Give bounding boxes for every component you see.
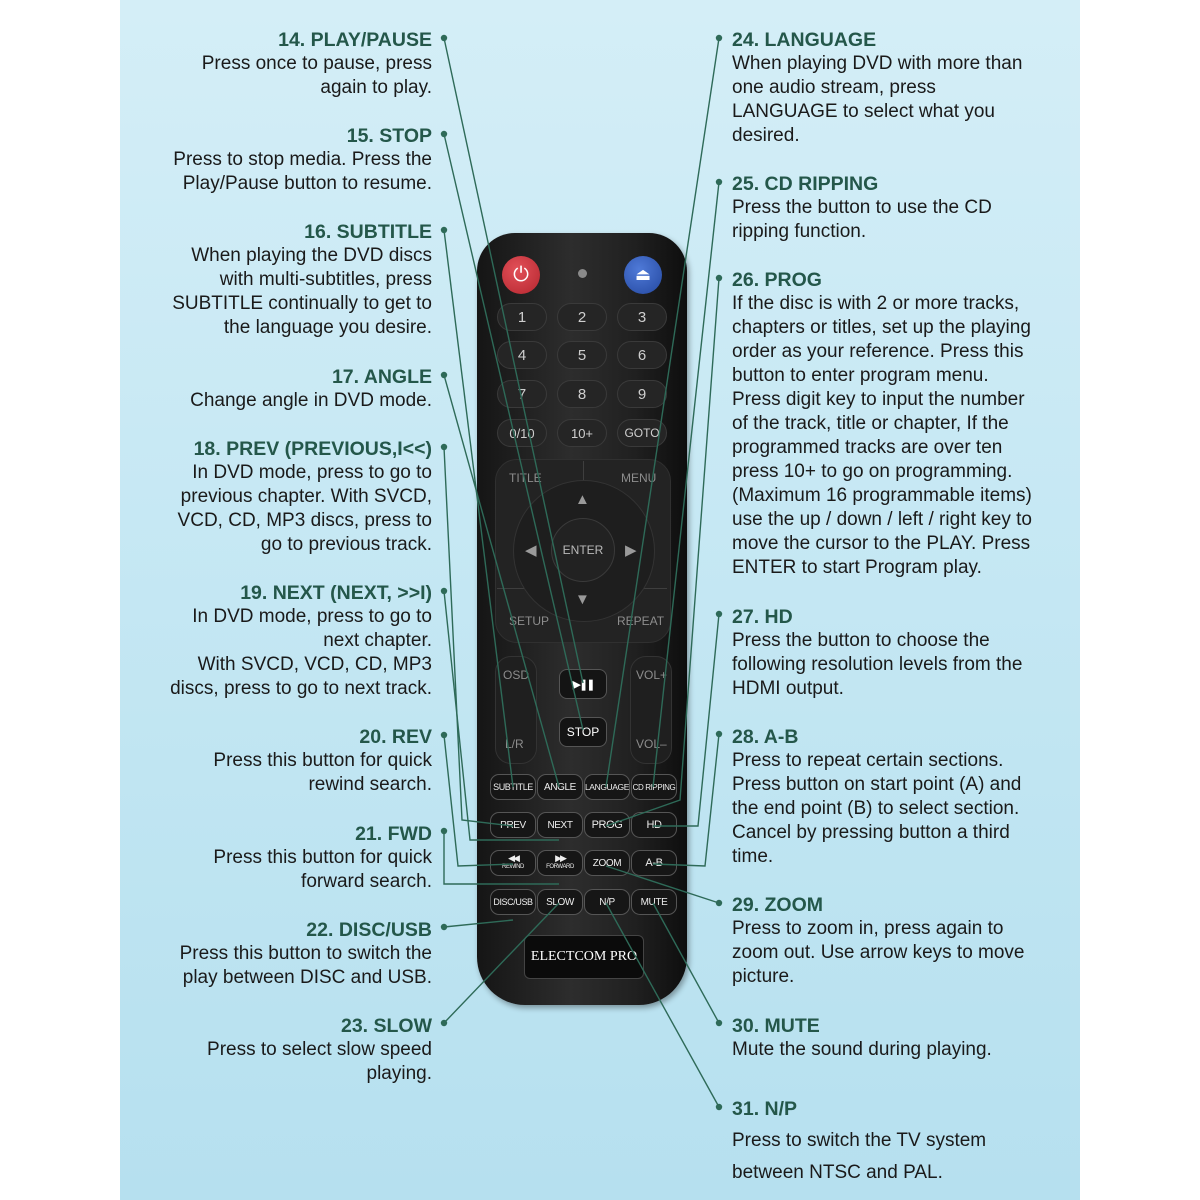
annotation-line: Play/Pause button to resume. [182, 173, 432, 194]
mute-button[interactable]: MUTE [631, 889, 677, 915]
annotation-title: 15. STOP [346, 125, 432, 147]
lr-button[interactable]: L/R [505, 737, 524, 751]
leader-rev [444, 735, 513, 866]
leader-language [606, 38, 719, 787]
annotation-title: 23. SLOW [340, 1015, 432, 1037]
leader-play-pause [444, 38, 583, 683]
annotation-line: In DVD mode, press to go to [192, 606, 432, 627]
leader-dot [716, 611, 722, 617]
arrow-left-icon[interactable]: ◀ [525, 542, 537, 559]
annotation-line: play between DISC and USB. [182, 967, 432, 988]
annotation-line: Press button on start point (A) and [732, 774, 1022, 795]
leader-dot [441, 732, 447, 738]
annotation-line: Change angle in DVD mode. [190, 390, 432, 411]
annotation-line: previous chapter. With SVCD, [180, 486, 432, 507]
hd-button[interactable]: HD [631, 812, 677, 838]
annotation-title: 28. A-B [732, 726, 799, 748]
leader-stop [444, 134, 583, 730]
annotation-line: playing. [366, 1063, 432, 1084]
leader-dot [716, 1104, 722, 1110]
annotation-line: next chapter. [323, 630, 432, 651]
annotation-line: Press the button to choose the [732, 630, 990, 651]
annotation-line: ripping function. [732, 221, 867, 242]
volume-up-button[interactable]: VOL+ [636, 668, 668, 682]
annotation-line: zoom out. Use arrow keys to move [732, 942, 1025, 963]
angle-button[interactable]: ANGLE [537, 774, 583, 800]
prev-button[interactable]: PREV [490, 812, 536, 838]
annotation-line: the language you desire. [223, 317, 432, 338]
annotation-title: 18. PREV (PREVIOUS,I<<) [193, 438, 432, 460]
leader-dot [441, 588, 447, 594]
annotation-line: go to previous track. [260, 534, 432, 555]
annotation-title: 31. N/P [732, 1098, 798, 1120]
disc-usb-button[interactable]: DISC/USB [490, 889, 536, 915]
digit-1-button[interactable]: 1 [497, 303, 547, 331]
cd-ripping-button[interactable]: CD RIPPING [631, 774, 677, 800]
zoom-button[interactable]: ZOOM [584, 850, 630, 876]
digit-4-button[interactable]: 4 [497, 341, 547, 369]
annotation-line: Press once to pause, press [201, 53, 432, 74]
annotation-line: Press this button for quick [213, 750, 432, 771]
annotation-line: Press to repeat certain sections. [732, 750, 1004, 771]
leader-dot [441, 444, 447, 450]
annotation-line: VCD, CD, MP3 discs, press to [177, 510, 432, 531]
digit-10-plus-button[interactable]: 10+ [557, 419, 607, 447]
annotation-line: Press to stop media. Press the [173, 149, 432, 170]
leader-dot [441, 828, 447, 834]
annotation-line: Mute the sound during playing. [732, 1039, 992, 1060]
leader-dot [716, 179, 722, 185]
n-p-button[interactable]: N/P [584, 889, 630, 915]
eject-icon: ⏏ [634, 265, 652, 284]
annotation-line: Press this button to switch the [179, 943, 432, 964]
leader-dot [716, 731, 722, 737]
leader-dot [716, 35, 722, 41]
annotation-line: move the cursor to the PLAY. Press [732, 533, 1031, 554]
annotation-line: use the up / down / left / right key to [732, 509, 1032, 530]
annotation-line: the end point (B) to select section. [732, 798, 1020, 819]
leader-dot [441, 372, 447, 378]
leader-dot [441, 227, 447, 233]
menu-button[interactable]: MENU [621, 471, 657, 485]
leader-prog [606, 278, 719, 826]
annotation-line: with multi-subtitles, press [219, 269, 432, 290]
leader-dot [716, 1020, 722, 1026]
annotation-line: Press this button for quick [213, 847, 432, 868]
annotation-line: When playing the DVD discs [191, 245, 432, 266]
leader-dot [716, 275, 722, 281]
leader-dot [441, 131, 447, 137]
annotation-title: 27. HD [732, 606, 793, 628]
repeat-button[interactable]: REPEAT [617, 614, 665, 628]
annotation-line: again to play. [320, 77, 432, 98]
annotation-line: (Maximum 16 programmable items) [732, 485, 1032, 506]
annotation-line: Press the button to use the CD [732, 197, 992, 218]
rewind-label: REWIND [502, 864, 524, 870]
setup-button[interactable]: SETUP [509, 614, 550, 628]
leader-dot [441, 924, 447, 930]
annotation-line: press 10+ to go on programming. [732, 461, 1013, 482]
leader-dot [441, 35, 447, 41]
digit-6-button[interactable]: 6 [617, 341, 667, 369]
leader-angle [444, 375, 559, 787]
prog-button[interactable]: PROG [584, 812, 630, 838]
leader-disc-usb [444, 920, 513, 927]
leader-n-p [606, 903, 719, 1107]
leader-zoom [606, 866, 719, 903]
annotation-line: Press to zoom in, press again to [732, 918, 1004, 939]
annotation-title: 16. SUBTITLE [304, 221, 432, 243]
annotation-title: 17. ANGLE [331, 366, 432, 388]
annotation-line: programmed tracks are over ten [732, 437, 1003, 458]
slow-button[interactable]: SLOW [537, 889, 583, 915]
play-pause-button[interactable]: ▶❚❚ [559, 669, 607, 699]
annotation-line: between NTSC and PAL. [732, 1162, 943, 1183]
annotation-title: 21. FWD [355, 823, 432, 845]
annotation-title: 24. LANGUAGE [732, 29, 877, 51]
digit-5-button[interactable]: 5 [557, 341, 607, 369]
annotation-title: 14. PLAY/PAUSE [278, 29, 432, 51]
annotation-line: Press to switch the TV system [732, 1130, 987, 1151]
enter-button[interactable]: ENTER [551, 518, 615, 582]
osd-button[interactable]: OSD [503, 668, 530, 682]
annotation-title: 29. ZOOM [732, 894, 824, 916]
digit-8-button[interactable]: 8 [557, 380, 607, 408]
annotation-line: chapters or titles, set up the playing [732, 317, 1031, 338]
annotation-line: one audio stream, press [732, 77, 936, 98]
forward-label: FORWARD [546, 864, 574, 870]
digit-7-button[interactable]: 7 [497, 380, 547, 408]
annotation-line: LANGUAGE to select what you [732, 101, 995, 122]
annotation-line: picture. [732, 966, 795, 987]
annotation-title: 19. NEXT (NEXT, >>I) [240, 582, 432, 604]
volume-down-button[interactable]: VOL– [636, 737, 667, 751]
annotation-line: If the disc is with 2 or more tracks, [732, 293, 1020, 314]
annotation-line: desired. [732, 125, 800, 146]
brand-logo: ELECTCOM PRO [524, 935, 644, 979]
forward-icon: ▶▶ [555, 853, 565, 863]
subtitle-button[interactable]: SUBTITLE [490, 774, 536, 800]
arrow-up-icon[interactable]: ▲ [575, 491, 590, 508]
digit-3-button[interactable]: 3 [617, 303, 667, 331]
annotation-line: Cancel by pressing button a third [732, 822, 1010, 843]
arrow-down-icon[interactable]: ▼ [575, 591, 590, 608]
annotation-title: 30. MUTE [732, 1015, 820, 1037]
power-icon: ⏻ [513, 263, 529, 286]
annotation-line: SUBTITLE continually to get to [172, 293, 432, 314]
annotation-line: following resolution levels from the [732, 654, 1023, 675]
leader-dot [441, 1020, 447, 1026]
digit-9-button[interactable]: 9 [617, 380, 667, 408]
leader-subtitle [444, 230, 513, 787]
rewind-icon: ◀◀ [508, 853, 518, 863]
goto-button[interactable]: GOTO [617, 419, 667, 447]
annotation-line: forward search. [301, 871, 432, 892]
annotation-title: 25. CD RIPPING [732, 173, 879, 195]
stop-button[interactable]: STOP [559, 717, 607, 747]
language-button[interactable]: LANGUAGE [584, 774, 630, 800]
annotation-title: 26. PROG [732, 269, 822, 291]
title-button[interactable]: TITLE [509, 471, 542, 485]
next-button[interactable]: NEXT [537, 812, 583, 838]
annotation-line: When playing DVD with more than [732, 53, 1023, 74]
annotation-line: rewind search. [308, 774, 432, 795]
annotation-line: of the track, title or chapter, If the [732, 413, 1009, 434]
annotation-line: HDMI output. [732, 678, 844, 699]
annotation-line: button to enter program menu. [732, 365, 989, 386]
digit-2-button[interactable]: 2 [557, 303, 607, 331]
arrow-right-icon[interactable]: ▶ [625, 542, 637, 559]
annotation-title: 20. REV [359, 726, 432, 748]
annotation-line: In DVD mode, press to go to [192, 462, 432, 483]
leader-a-b [653, 734, 719, 866]
digit-0-10-button[interactable]: 0/10 [497, 419, 547, 447]
annotation-line: ENTER to start Program play. [732, 557, 982, 578]
leader-fwd [444, 831, 559, 884]
annotation-line: order as your reference. Press this [732, 341, 1024, 362]
annotation-title: 22. DISC/USB [306, 919, 432, 941]
annotation-line: Press to select slow speed [207, 1039, 432, 1060]
leader-cd-ripping [653, 182, 719, 787]
a-b-button[interactable]: A-B [631, 850, 677, 876]
annotation-line: time. [732, 846, 774, 867]
annotation-line: discs, press to go to next track. [170, 678, 432, 699]
leader-dot [716, 900, 722, 906]
annotation-line: Press digit key to input the number [732, 389, 1025, 410]
annotation-line: With SVCD, VCD, CD, MP3 [197, 654, 432, 675]
